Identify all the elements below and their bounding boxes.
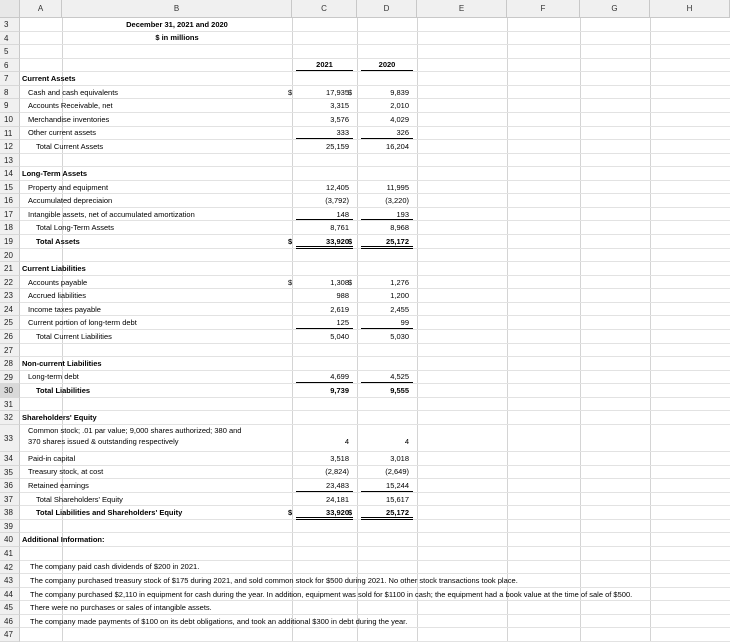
row-header-4[interactable]: 4	[0, 32, 20, 46]
row-header-16[interactable]: 16	[0, 194, 20, 208]
value-2021-inv[interactable]: 3,576	[330, 114, 349, 124]
value-2020-ts[interactable]: (2,649)	[385, 467, 409, 477]
grid-line-horizontal	[20, 207, 730, 208]
value-2021-cash[interactable]: 17,935	[326, 87, 349, 97]
grid-line-horizontal	[20, 139, 730, 140]
label-tca[interactable]: Total Current Assets	[36, 141, 104, 151]
value-2020-tl[interactable]: 9,555	[390, 386, 409, 396]
row-header-21[interactable]: 21	[0, 262, 20, 276]
value-2021-intang[interactable]: 148	[336, 209, 349, 219]
underline	[361, 519, 413, 520]
grid-line-horizontal	[20, 627, 730, 628]
value-2020-oca[interactable]: 326	[396, 128, 409, 138]
grid-line-horizontal	[20, 302, 730, 303]
value-2021-itp[interactable]: 2,619	[330, 304, 349, 314]
note-equipment[interactable]: The company purchased $2,110 in equipment for cash during the year. In addition, equipment was sold for $1100 in cash; the equipment had a book value at the time of sale of $500.	[30, 589, 633, 599]
value-2021-accr[interactable]: 988	[336, 291, 349, 301]
row-header-43[interactable]: 43	[0, 574, 20, 588]
grid-line-horizontal	[20, 505, 730, 506]
additional-information-heading[interactable]: Additional Information:	[22, 535, 105, 545]
grid-line-horizontal	[20, 383, 730, 384]
grid-line-horizontal	[20, 180, 730, 181]
value-2020-tcl[interactable]: 5,030	[390, 331, 409, 341]
label-ad[interactable]: Accumulated depreciaion	[28, 196, 113, 206]
grid-line-horizontal	[20, 397, 730, 398]
row-header-37[interactable]: 37	[0, 493, 20, 507]
grid-line-horizontal	[20, 424, 730, 425]
section-current-liabilities[interactable]: Current Liabilities	[22, 263, 86, 273]
value-2021-ppe[interactable]: 12,405	[326, 182, 349, 192]
value-2020-re[interactable]: 15,244	[386, 481, 409, 490]
label-tlta[interactable]: Total Long-Term Assets	[36, 223, 114, 233]
dollar-sign[interactable]: $	[288, 508, 293, 518]
value-2020-itp[interactable]: 2,455	[390, 304, 409, 314]
grid-line-horizontal	[20, 451, 730, 452]
dollar-sign[interactable]: $	[348, 508, 353, 518]
label-pic[interactable]: Paid-in capital	[28, 453, 76, 463]
grid-line-horizontal	[20, 573, 730, 574]
label-tcl[interactable]: Total Current Liabilities	[36, 331, 112, 341]
dollar-sign[interactable]: $	[288, 277, 293, 287]
report-title[interactable]: December 31, 2021 and 2020	[126, 19, 228, 29]
value-2020-ap[interactable]: 1,276	[390, 277, 409, 287]
underline	[361, 138, 413, 139]
grid-line-horizontal	[20, 356, 730, 357]
value-2020-tlse[interactable]: 25,172	[386, 508, 409, 518]
row-header-36[interactable]: 36	[0, 479, 20, 493]
row-header-29[interactable]: 29	[0, 371, 20, 385]
row-header-39[interactable]: 39	[0, 520, 20, 534]
column-header-h[interactable]: H	[650, 0, 730, 18]
column-header-d[interactable]: D	[357, 0, 417, 18]
grid-line-horizontal	[20, 44, 730, 45]
row-header-41[interactable]: 41	[0, 547, 20, 561]
label-tse[interactable]: Total Shareholders' Equity	[36, 494, 123, 504]
underline	[361, 219, 413, 220]
column-header-e[interactable]: E	[417, 0, 507, 18]
grid-line-horizontal	[20, 614, 730, 615]
value-2020-intang[interactable]: 193	[396, 209, 409, 219]
label-cpltd[interactable]: Current portion of long-term debt	[28, 318, 137, 328]
row-header-3[interactable]: 3	[0, 18, 20, 32]
label-ar[interactable]: Accounts Receivable, net	[28, 101, 113, 111]
grid-line-horizontal	[20, 492, 730, 493]
note-debt[interactable]: The company made payments of $100 on its debt obligations, and took an additional $300 in debt during the year.	[30, 616, 408, 626]
underline	[296, 246, 353, 247]
column-header-f[interactable]: F	[507, 0, 580, 18]
row-header-30[interactable]: 30	[0, 384, 20, 398]
row-header-25[interactable]: 25	[0, 316, 20, 330]
grid-line-horizontal	[20, 343, 730, 344]
value-2020-ltd[interactable]: 4,525	[390, 372, 409, 382]
dollar-sign[interactable]: $	[288, 87, 293, 97]
label-tlse[interactable]: Total Liabilities and Shareholders' Equity	[36, 508, 183, 518]
row-header-11[interactable]: 11	[0, 127, 20, 141]
grid-line-horizontal	[20, 275, 730, 276]
underline	[296, 517, 353, 518]
underline	[361, 246, 413, 247]
row-header-10[interactable]: 10	[0, 113, 20, 127]
row-header-28[interactable]: 28	[0, 357, 20, 371]
row-header-42[interactable]: 42	[0, 561, 20, 575]
value-2021-oca[interactable]: 333	[336, 128, 349, 138]
grid-line-horizontal	[20, 112, 730, 113]
row-header-24[interactable]: 24	[0, 303, 20, 317]
column-header-b[interactable]: B	[62, 0, 292, 18]
value-2021-ad[interactable]: (3,792)	[325, 196, 349, 206]
label-tl[interactable]: Total Liabilities	[36, 386, 91, 396]
label-inv[interactable]: Merchandise inventories	[28, 114, 110, 124]
row-header-17[interactable]: 17	[0, 208, 20, 222]
grid-line-horizontal	[20, 478, 730, 479]
column-header-g[interactable]: G	[580, 0, 650, 18]
row-header-31[interactable]: 31	[0, 398, 20, 412]
dollar-sign[interactable]: $	[288, 236, 293, 246]
label-re[interactable]: Retained earnings	[28, 481, 89, 490]
row-header-45[interactable]: 45	[0, 601, 20, 615]
row-header-27[interactable]: 27	[0, 344, 20, 358]
value-2020-ppe[interactable]: 11,995	[386, 182, 409, 192]
value-2020-inv[interactable]: 4,029	[390, 114, 409, 124]
row-header-15[interactable]: 15	[0, 181, 20, 195]
grid-line-horizontal	[20, 546, 730, 547]
row-header-47[interactable]: 47	[0, 628, 20, 642]
row-header-34[interactable]: 34	[0, 452, 20, 466]
value-2020-cash[interactable]: 9,839	[390, 87, 409, 97]
row-header-44[interactable]: 44	[0, 588, 20, 602]
value-2021-tse[interactable]: 24,181	[326, 494, 349, 504]
label-common-stock[interactable]: Common stock; .01 par value; 9,000 shares authorized; 380 and	[28, 425, 242, 435]
row-header-9[interactable]: 9	[0, 99, 20, 113]
value-2021-ap[interactable]: 1,308	[330, 277, 349, 287]
row-header-5[interactable]: 5	[0, 45, 20, 59]
row-header-14[interactable]: 14	[0, 167, 20, 181]
section-current-assets[interactable]: Current Assets	[22, 74, 76, 84]
value-2020-tse[interactable]: 15,617	[386, 494, 409, 504]
label-ta[interactable]: Total Assets	[36, 236, 80, 246]
value-2020-ar[interactable]: 2,010	[390, 101, 409, 111]
grid-line-horizontal	[20, 532, 730, 533]
row-header-32[interactable]: 32	[0, 411, 20, 425]
year-2021-header[interactable]: 2021	[316, 60, 333, 70]
section-long-term-assets[interactable]: Long-Term Assets	[22, 169, 88, 178]
dollar-sign[interactable]: $	[348, 87, 353, 97]
grid-line-horizontal	[20, 410, 730, 411]
column-header-c[interactable]: C	[292, 0, 357, 18]
value-2021-ar[interactable]: 3,315	[330, 101, 349, 111]
grid-line-horizontal	[20, 370, 730, 371]
row-header-7[interactable]: 7	[0, 72, 20, 86]
grid-line-horizontal	[20, 166, 730, 167]
value-2020-cpltd[interactable]: 99	[400, 318, 409, 328]
row-header-40[interactable]: 40	[0, 533, 20, 547]
row-header-18[interactable]: 18	[0, 221, 20, 235]
value-2021-ta[interactable]: 33,920	[326, 236, 349, 246]
label-ppe[interactable]: Property and equipment	[28, 182, 109, 192]
row-header-35[interactable]: 35	[0, 466, 20, 480]
value-2020-ad[interactable]: (3,220)	[385, 196, 409, 206]
grid-line-horizontal	[20, 600, 730, 601]
value-2020-pic[interactable]: 3,018	[390, 453, 409, 463]
grid-line-horizontal	[20, 288, 730, 289]
row-header-19[interactable]: 19	[0, 235, 20, 249]
row-header-33[interactable]: 33	[0, 425, 20, 452]
row-header-12[interactable]: 12	[0, 140, 20, 154]
value-2020-tlta[interactable]: 8,968	[390, 223, 409, 233]
report-subtitle[interactable]: $ in millions	[155, 33, 199, 43]
dollar-sign[interactable]: $	[348, 236, 353, 246]
row-header-13[interactable]: 13	[0, 154, 20, 168]
value-2021-pic[interactable]: 3,518	[330, 453, 349, 463]
underline	[296, 248, 353, 249]
value-2021-tl[interactable]: 9,739	[330, 386, 349, 396]
note-dividends[interactable]: The company paid cash dividends of $200 in 2021.	[30, 562, 200, 572]
value-2020-cs[interactable]: 4	[404, 436, 409, 446]
underline	[361, 248, 413, 249]
grid-line-horizontal	[20, 329, 730, 330]
value-2021-tca[interactable]: 25,159	[326, 141, 349, 151]
grid-line-horizontal	[20, 98, 730, 99]
underline	[296, 519, 353, 520]
underline	[361, 382, 413, 383]
label-common-stock-2[interactable]: 370 shares issued & outstanding respectively	[28, 436, 179, 446]
row-header-26[interactable]: 26	[0, 330, 20, 344]
row-header-23[interactable]: 23	[0, 289, 20, 303]
section-noncurrent-liabilities[interactable]: Non-current Liabilities	[22, 358, 102, 368]
note-treasury-stock[interactable]: The company purchased treasury stock of $175 during 2021, and sold common stock for $500 during 2021. No other stock transactions took place.	[30, 575, 518, 585]
row-header-6[interactable]: 6	[0, 59, 20, 73]
grid-line-horizontal	[20, 153, 730, 154]
section-shareholders-equity[interactable]: Shareholders' Equity	[22, 413, 97, 423]
underline	[296, 219, 353, 220]
grid-line-horizontal	[20, 31, 730, 32]
value-2021-tcl[interactable]: 5,040	[330, 331, 349, 341]
dollar-sign[interactable]: $	[348, 277, 353, 287]
column-header-a[interactable]: A	[20, 0, 62, 18]
row-header-8[interactable]: 8	[0, 86, 20, 100]
underline	[296, 70, 353, 71]
grid-line-horizontal	[20, 587, 730, 588]
underline	[361, 70, 413, 71]
label-cash[interactable]: Cash and cash equivalents	[28, 87, 119, 97]
row-header-20[interactable]: 20	[0, 249, 20, 263]
select-all-corner[interactable]	[0, 0, 20, 18]
grid-line-horizontal	[20, 58, 730, 59]
grid-line-horizontal	[20, 261, 730, 262]
label-intang[interactable]: Intangible assets, net of accumulated amortization	[28, 209, 195, 219]
value-2021-cs[interactable]: 4	[344, 436, 349, 446]
value-2021-ltd[interactable]: 4,699	[330, 372, 349, 382]
grid-line-horizontal	[20, 560, 730, 561]
value-2021-cpltd[interactable]: 125	[336, 318, 349, 328]
underline	[296, 382, 353, 383]
label-ts[interactable]: Treasury stock, at cost	[28, 467, 104, 477]
underline	[296, 138, 353, 139]
grid-line-horizontal	[20, 234, 730, 235]
value-2020-ta[interactable]: 25,172	[386, 236, 409, 246]
grid-line-horizontal	[20, 465, 730, 466]
label-oca[interactable]: Other current assets	[28, 128, 96, 138]
value-2020-accr[interactable]: 1,200	[390, 291, 409, 301]
underline	[361, 491, 413, 492]
underline	[361, 517, 413, 518]
year-2020-header[interactable]: 2020	[378, 60, 396, 70]
label-accr[interactable]: Accrued liabilities	[28, 291, 86, 301]
grid-line-horizontal	[20, 193, 730, 194]
label-ap[interactable]: Accounts payable	[28, 277, 88, 287]
grid-line-horizontal	[20, 126, 730, 127]
row-header-38[interactable]: 38	[0, 506, 20, 520]
grid-line-horizontal	[20, 85, 730, 86]
value-2021-tlta[interactable]: 8,761	[330, 223, 349, 233]
grid-line-horizontal	[20, 71, 730, 72]
label-itp[interactable]: Income taxes payable	[28, 304, 101, 314]
value-2021-ts[interactable]: (2,824)	[325, 467, 349, 477]
row-header-46[interactable]: 46	[0, 615, 20, 629]
underline	[361, 328, 413, 329]
value-2021-re[interactable]: 23,483	[326, 481, 349, 490]
value-2021-tlse[interactable]: 33,920	[326, 508, 349, 518]
row-header-22[interactable]: 22	[0, 276, 20, 290]
note-intangibles[interactable]: There were no purchases or sales of intangible assets.	[30, 603, 212, 613]
label-ltd[interactable]: Long-term debt	[28, 372, 79, 382]
underline	[296, 328, 353, 329]
grid-line-horizontal	[20, 220, 730, 221]
grid-line-horizontal	[20, 315, 730, 316]
value-2020-tca[interactable]: 16,204	[386, 141, 409, 151]
underline	[296, 491, 353, 492]
